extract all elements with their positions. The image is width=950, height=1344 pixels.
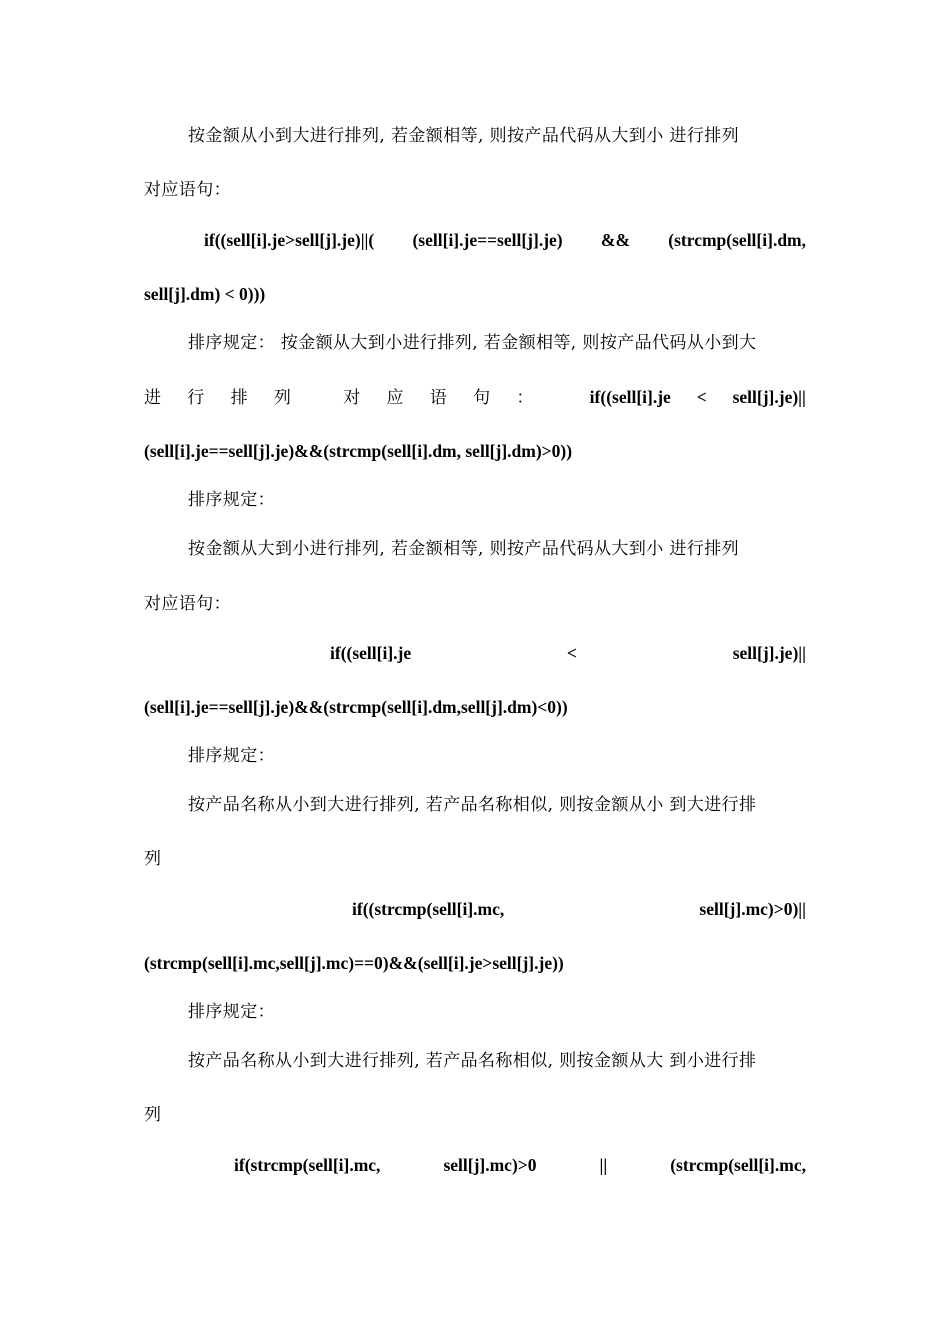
code-token: sell[j].mc)>0 (443, 1155, 537, 1175)
paragraph-statement-label-3: 对应语句： (144, 594, 231, 614)
code-token: sell[j].mc)>0)|| (699, 899, 806, 919)
code-token: (sell[i].je==sell[j].je) (412, 230, 563, 250)
text-token: 句 (473, 388, 491, 408)
code-token: if(strcmp(sell[i].mc, (234, 1155, 381, 1175)
code-token: if((sell[i].je (589, 387, 671, 407)
code-line-2: sell[j].dm) < 0))) (144, 284, 266, 304)
code-token: < (696, 387, 707, 407)
paragraph-rule-5: 按产品名称从小到大进行排列, 若产品名称相似, 则按金额从大 到小进行排 (188, 1051, 757, 1071)
code-line-5: (sell[i].je==sell[j].je)&&(strcmp(sell[i].dm,sell[j].dm)<0)) (144, 697, 568, 717)
code-token: && (600, 230, 631, 250)
code-token: if((sell[i].je (330, 643, 412, 663)
paragraph-rule-4: 按产品名称从小到大进行排列, 若产品名称相似, 则按金额从小 到大进行排 (188, 795, 757, 815)
code-token: || (599, 1155, 608, 1175)
code-line-6 (352, 898, 806, 920)
paragraph-rule-5-cont: 列 (144, 1105, 162, 1125)
code-line-8 (234, 1154, 806, 1176)
paragraph-statement-2 (144, 386, 806, 409)
paragraph-rule-heading-3: 排序规定： (188, 490, 275, 510)
paragraph-rule-heading-4: 排序规定： (188, 746, 275, 766)
text-token: ： (516, 388, 534, 408)
code-token: < (566, 643, 577, 663)
code-line-1 (204, 229, 806, 251)
text-token: 语 (429, 388, 448, 408)
paragraph-rule-4-cont: 列 (144, 849, 162, 869)
code-token: (strcmp(sell[i].dm, (668, 230, 806, 250)
text-token: 进 (144, 388, 162, 408)
code-token: if((strcmp(sell[i].mc, (352, 899, 505, 919)
code-token: sell[j].je)|| (732, 387, 806, 407)
code-token: if((sell[i].je>sell[j].je)||( (204, 230, 375, 250)
code-line-4 (330, 642, 806, 664)
text-token: 行 (187, 388, 205, 408)
text-token: 排 (230, 388, 248, 408)
paragraph-rule-2: 排序规定： 按金额从大到小进行排列, 若金额相等, 则按产品代码从小到大 (188, 333, 757, 353)
paragraph-rule-3: 按金额从大到小进行排列, 若金额相等, 则按产品代码从大到小 进行排列 (188, 539, 740, 559)
code-token: (strcmp(sell[i].mc, (670, 1155, 806, 1175)
paragraph-rule-1: 按金额从小到大进行排列, 若金额相等, 则按产品代码从大到小 进行排列 (188, 126, 740, 146)
text-token: 对 (343, 388, 361, 408)
code-token: sell[j].je)|| (732, 643, 806, 663)
code-line-3: (sell[i].je==sell[j].je)&&(strcmp(sell[i].dm, sell[j].dm)>0)) (144, 441, 573, 461)
paragraph-statement-label-1: 对应语句： (144, 180, 231, 200)
text-token: 应 (386, 388, 404, 408)
code-line-7: (strcmp(sell[i].mc,sell[j].mc)==0)&&(sell[i].je>sell[j].je)) (144, 953, 564, 973)
paragraph-rule-heading-5: 排序规定： (188, 1002, 275, 1022)
text-token: 列 (273, 388, 292, 408)
